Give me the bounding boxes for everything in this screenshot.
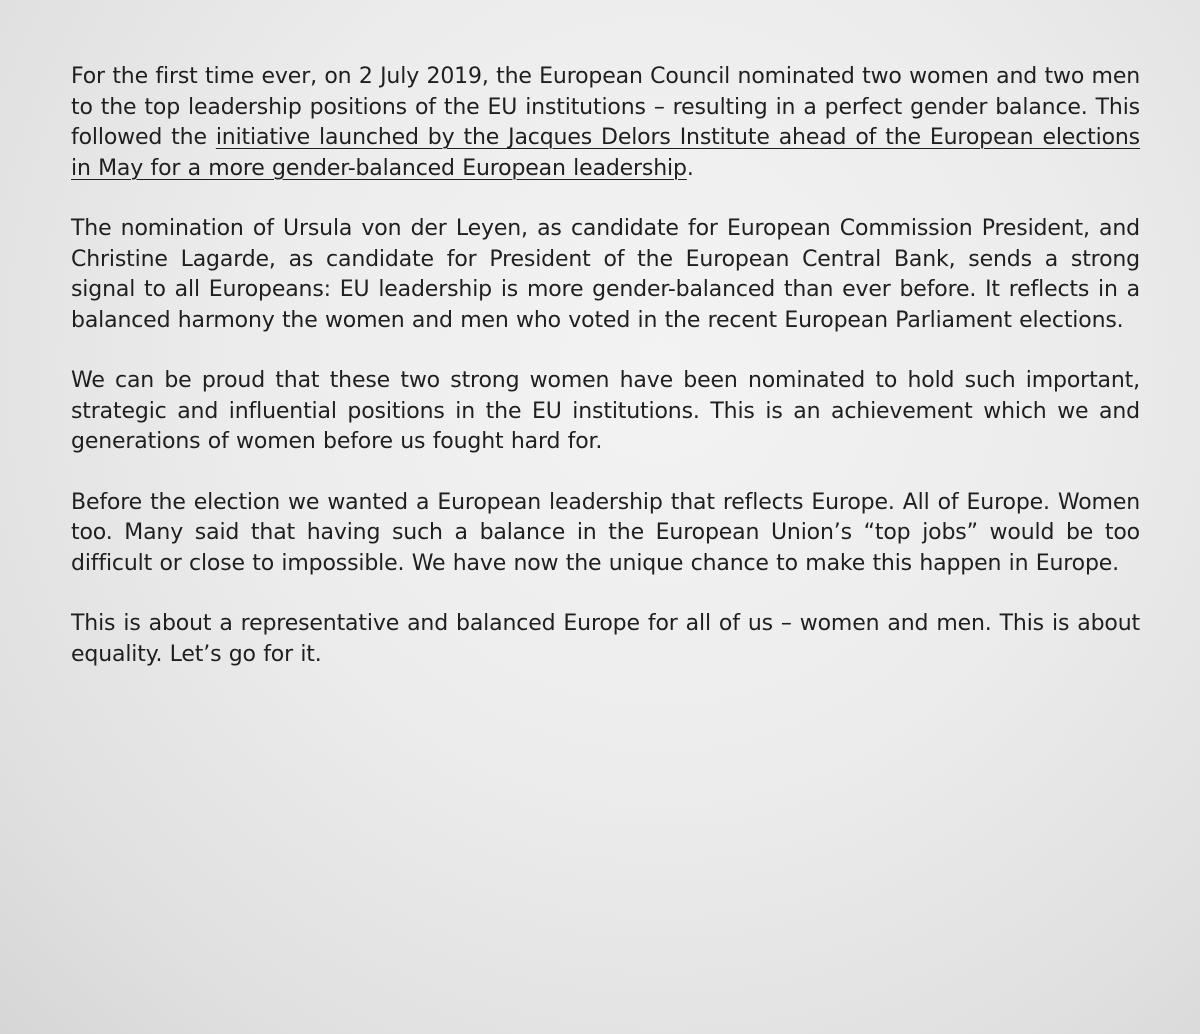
paragraph-1 <box>71 62 1140 184</box>
paragraph-5: This is about a representative and balanced Europe for all of us – women and men. This is about equality. Let’s go for it. <box>71 611 1140 667</box>
initiative-link[interactable]: initiative launched by the Jacques Delors Institute ahead of the European elections in May for a more gender-balanced European leadership <box>71 125 1140 181</box>
document-body <box>71 62 1140 700</box>
paragraph-1-end: . <box>686 155 694 181</box>
paragraph-3: We can be proud that these two strong women have been nominated to hold such important, strategic and influential positions in the EU institutions. This is an achievement which we and generations of women before us fought hard for. <box>71 368 1140 454</box>
paragraph-2: The nomination of Ursula von der Leyen, as candidate for European Commission President, and Christine Lagarde, as candidate for President of the European Central Bank, sends a strong signal to all Europeans: EU leadership is more gender-balanced than ever before. It reflects in a balanced harmony the women and men who voted in the recent European Parliament elections. <box>71 216 1140 333</box>
paragraph-4: Before the election we wanted a European leadership that reflects Europe. All of Europe. Women too. Many said that having such a balance in the European Union’s “top jobs” would be too difficult or close to impossible. We have now the unique chance to make this happen in Europe. <box>71 489 1140 576</box>
paragraph-1-intro: For the first time ever, on 2 July 2019, the European Council nominated two women and two men to the top leadership positions of the EU institutions – resulting in a perfect gender balance. This followed the <box>71 64 1140 150</box>
